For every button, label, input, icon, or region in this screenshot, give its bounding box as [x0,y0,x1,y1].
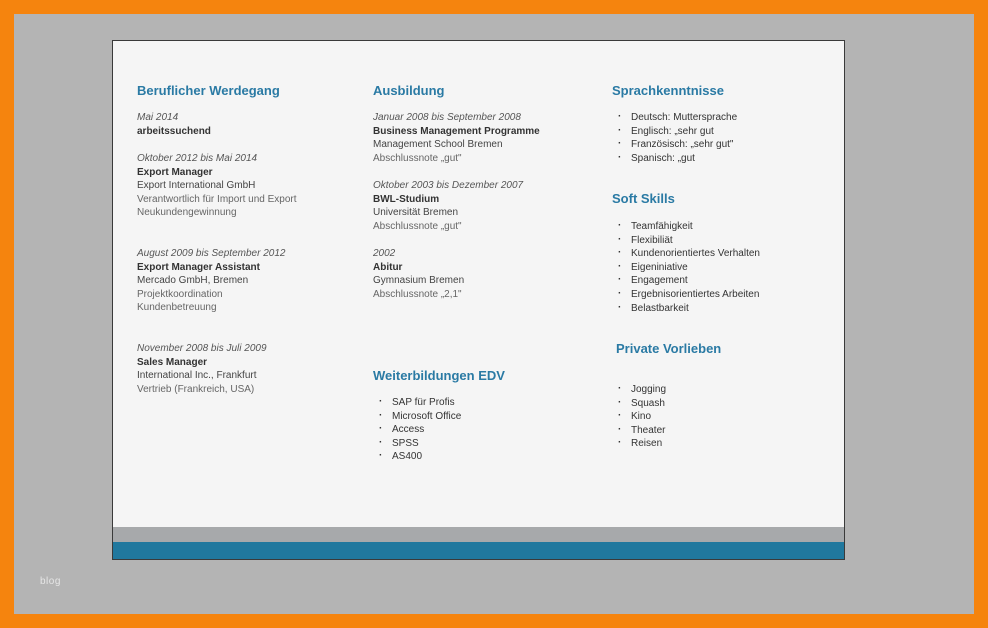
it-training-list [373,396,461,464]
entry-line: Verantwortlich für Import und Export [137,193,297,205]
list-item: · Belastbarkeit [612,302,760,316]
career-entry-3 [137,247,285,315]
it-training-heading: Weiterbildungen EDV [373,368,505,383]
career-heading: Beruflicher Werdegang [137,83,280,98]
entry-title: Abitur [373,261,403,273]
entry-line: Abschlussnote „gut" [373,152,462,164]
footer-band-gray [113,527,844,542]
list-item: · Französisch: „sehr gut" [612,138,737,152]
list-item: · AS400 [373,450,461,464]
entry-line: Mercado GmbH, Bremen [137,275,249,287]
entry-date: November 2008 bis Juli 2009 [137,343,267,354]
list-item: · SAP für Profis [373,396,461,410]
entry-date: Mai 2014 [137,112,179,123]
list-item: · Engagement [612,274,760,288]
soft-skills-heading: Soft Skills [612,191,675,206]
entry-date: Oktober 2003 bis Dezember 2007 [373,180,524,191]
entry-line: International Inc., Frankfurt [137,370,257,382]
list-item: · Jogging [612,383,666,397]
list-item: · Reisen [612,437,666,451]
list-item: · Kino [612,410,666,424]
entry-date: Januar 2008 bis September 2008 [373,112,521,123]
education-heading: Ausbildung [373,83,445,98]
entry-title: Export Manager Assistant [137,261,260,273]
list-item: · Spanisch: „gut [612,152,737,166]
list-item: · Deutsch: Muttersprache [612,111,737,125]
soft-skills-list [612,220,760,315]
career-entry-2 [137,152,297,220]
entry-line: Neukundengewinnung [137,207,237,219]
hobbies-heading: Private Vorlieben [616,341,722,356]
list-item: · Kundenorientiertes Verhalten [612,247,760,261]
entry-line: Export International GmbH [137,180,256,192]
entry-line: Universität Bremen [373,207,459,219]
career-entry-4 [137,342,267,396]
list-item: · Ergebnisorientiertes Arbeiten [612,288,760,302]
entry-title: Export Manager [137,166,213,178]
entry-line: Vertrieb (Frankreich, USA) [137,383,255,395]
languages-list [612,111,737,165]
entry-title: BWL-Studium [373,193,440,205]
hobbies-list [612,383,666,451]
entry-title: arbeitssuchend [137,125,211,137]
entry-line: Abschlussnote „2,1" [373,288,462,300]
list-item: · Flexibiliät [612,234,760,248]
list-item: · Teamfähigkeit [612,220,760,234]
entry-line: Kundenbetreuung [137,302,217,314]
education-entry-2 [373,179,523,233]
list-item: · Microsoft Office [373,410,461,424]
resume-page [112,40,845,560]
entry-line: Projektkoordination [137,288,223,300]
entry-line: Management School Bremen [373,139,503,151]
list-item: · SPSS [373,437,461,451]
entry-date: 2002 [373,248,396,259]
entry-date: August 2009 bis September 2012 [137,248,286,259]
languages-heading: Sprachkenntnisse [612,83,724,98]
entry-line: Gymnasium Bremen [373,275,465,287]
education-entry-3 [373,247,464,301]
entry-title: Sales Manager [137,356,208,368]
list-item: · Englisch: „sehr gut [612,125,737,139]
education-entry-1 [373,111,540,165]
list-item: · Eigeniniative [612,261,760,275]
list-item: · Access [373,423,461,437]
watermark: blog [40,576,61,587]
entry-line: Abschlussnote „gut" [373,220,462,232]
career-entry-1 [137,111,211,138]
footer-band-blue [113,542,844,559]
list-item: · Theater [612,424,666,438]
entry-title: Business Management Programme [373,125,540,137]
list-item: · Squash [612,397,666,411]
entry-date: Oktober 2012 bis Mai 2014 [137,153,258,164]
